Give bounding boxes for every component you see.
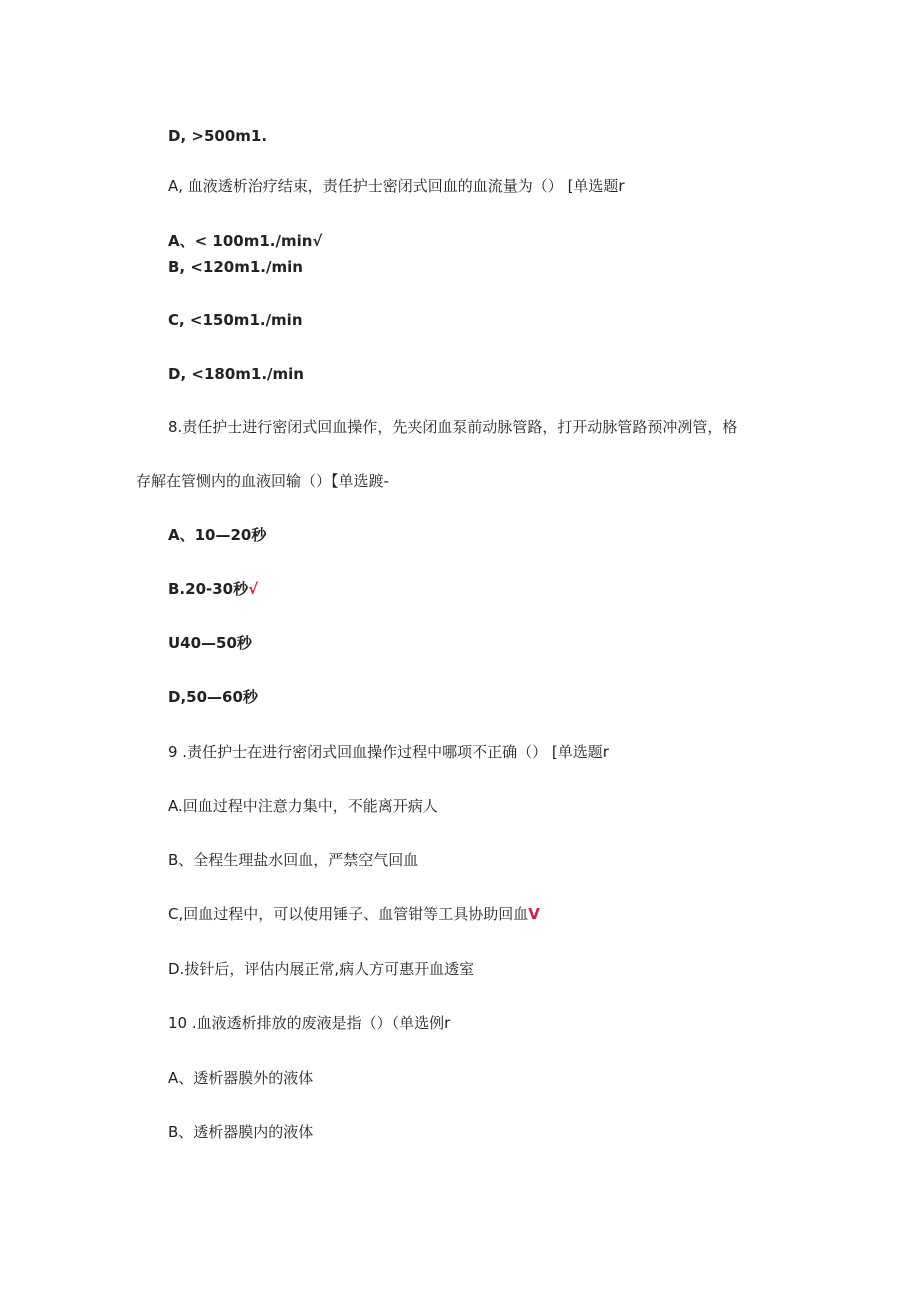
q9-option-a: A.回血过程中注意力集中，不能离开病人 (168, 797, 438, 815)
q10-option-b: B、透析器膜内的液体 (168, 1123, 314, 1141)
q8-option-b: B.20-30秒√ (168, 580, 259, 598)
option-d: D, <180m1./min (168, 365, 304, 383)
question-7-title: A, 血液透析治疗结束，责任护士密闭式回血的血流量为（） [单选题r (168, 177, 625, 195)
option-b: B, <120m1./min (168, 258, 303, 276)
correct-check-mark: √ (248, 580, 259, 598)
q8-option-d: D,50—60秒 (168, 688, 258, 706)
question-10-title: 10 .血液透析排放的废液是指（）（单选例r (168, 1014, 451, 1032)
q8-option-a: A、10—20秒 (168, 526, 267, 544)
option-c: C, <150m1./min (168, 311, 303, 329)
question-8-title: 8.责任护士进行密闭式回血操作，先夹闭血泵前动脉管路，打开动脉管路预冲冽管，格 (168, 418, 738, 436)
q9-option-b: B、全程生理盐水回血，严禁空气回血 (168, 851, 419, 869)
option-a: A、< 100m1./min√ (168, 232, 323, 250)
q10-option-a: A、透析器膜外的液体 (168, 1069, 314, 1087)
correct-check-mark: V (528, 905, 540, 923)
option-d-flow: D, >500m1. (168, 127, 268, 145)
question-8-title-cont: 存解在管恻内的血液回输（）【单选踱- (136, 472, 389, 490)
q9-option-d: D.拔针后，评估内展正常,病人方可惠开血透室 (168, 960, 475, 978)
q9-option-c: C,回血过程中，可以使用锤子、血管钳等工具协助回血V (168, 905, 540, 923)
question-9-title: 9 .责任护士在进行密闭式回血操作过程中哪项不正确（） [单选题r (168, 743, 609, 761)
q8-option-c: U40—50秒 (168, 634, 252, 652)
